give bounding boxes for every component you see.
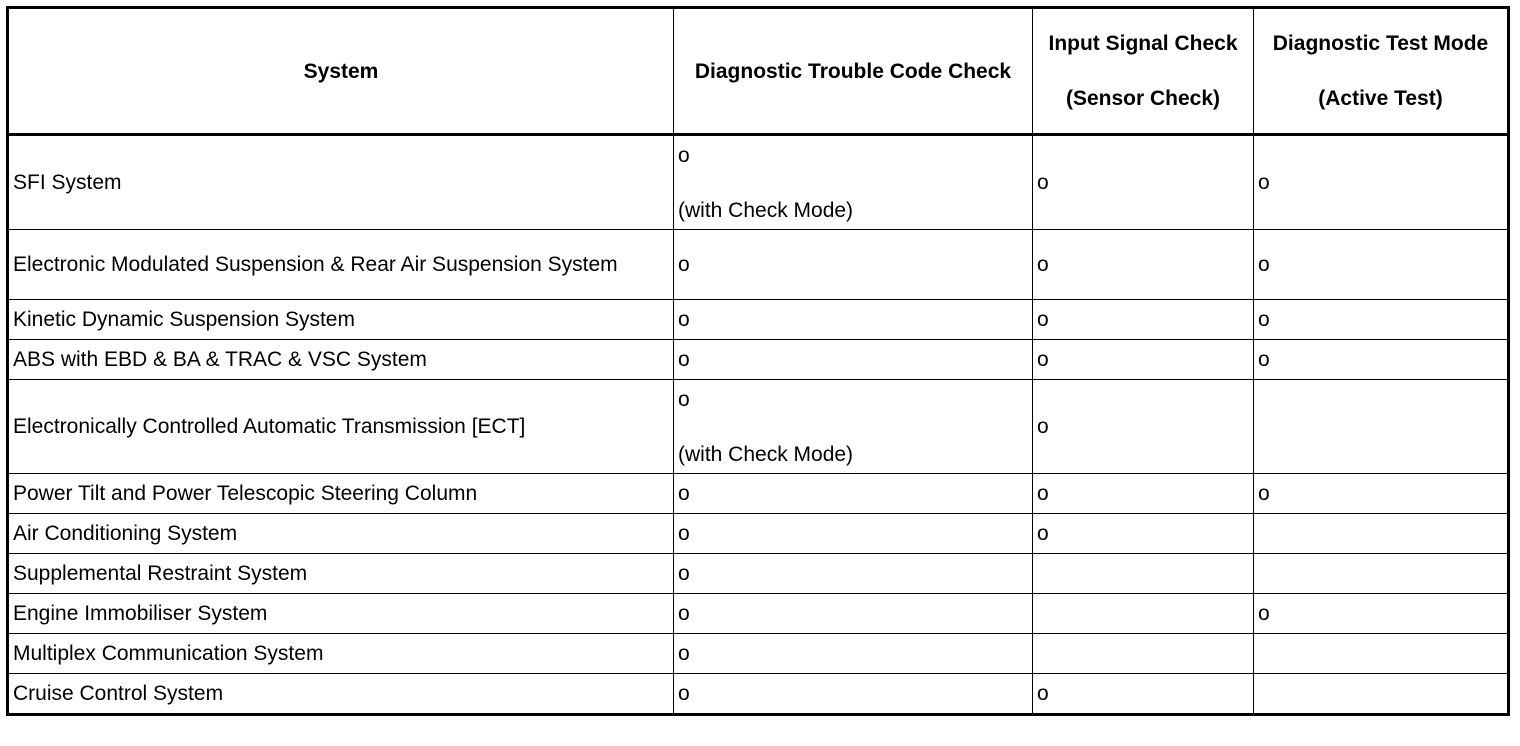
input-signal-cell: o [1033, 230, 1254, 300]
table-row [8, 300, 1509, 340]
table-row [8, 554, 1509, 594]
active-test-cell [1254, 380, 1509, 474]
diagnostic-table-container [6, 6, 1510, 716]
dtc-cell: o [674, 594, 1033, 634]
input-signal-cell [1033, 634, 1254, 674]
table-row [8, 474, 1509, 514]
system-cell: Power Tilt and Power Telescopic Steering Column [8, 474, 674, 514]
dtc-cell: o [674, 230, 1033, 300]
active-test-cell [1254, 514, 1509, 554]
active-test-cell: o [1254, 474, 1509, 514]
dtc-cell: o [674, 674, 1033, 715]
table-row [8, 340, 1509, 380]
header-system: System [8, 8, 674, 135]
input-signal-cell [1033, 594, 1254, 634]
dtc-cell: o [674, 634, 1033, 674]
table-row [8, 594, 1509, 634]
active-test-cell [1254, 634, 1509, 674]
active-test-cell: o [1254, 230, 1509, 300]
dtc-cell: o [674, 554, 1033, 594]
active-test-cell: o [1254, 300, 1509, 340]
table-row [8, 135, 1509, 230]
input-signal-cell: o [1033, 135, 1254, 230]
active-test-cell: o [1254, 340, 1509, 380]
input-signal-cell: o [1033, 300, 1254, 340]
input-signal-cell: o [1033, 380, 1254, 474]
active-test-cell: o [1254, 135, 1509, 230]
system-cell: Kinetic Dynamic Suspension System [8, 300, 674, 340]
table-row [8, 230, 1509, 300]
system-cell: Supplemental Restraint System [8, 554, 674, 594]
input-signal-cell [1033, 554, 1254, 594]
system-cell: Air Conditioning System [8, 514, 674, 554]
table-row [8, 634, 1509, 674]
active-test-cell [1254, 674, 1509, 715]
system-cell: SFI System [8, 135, 674, 230]
input-signal-cell: o [1033, 514, 1254, 554]
dtc-cell: o (with Check Mode) [674, 135, 1033, 230]
system-cell: Engine Immobiliser System [8, 594, 674, 634]
input-signal-cell: o [1033, 474, 1254, 514]
table-header-row [8, 8, 1509, 135]
dtc-cell: o [674, 340, 1033, 380]
header-dtc-check: Diagnostic Trouble Code Check [674, 8, 1033, 135]
diagnostic-functions-table [6, 6, 1510, 716]
active-test-cell [1254, 554, 1509, 594]
system-cell: ABS with EBD & BA & TRAC & VSC System [8, 340, 674, 380]
dtc-cell: o (with Check Mode) [674, 380, 1033, 474]
table-row [8, 380, 1509, 474]
dtc-cell: o [674, 514, 1033, 554]
dtc-cell: o [674, 300, 1033, 340]
input-signal-cell: o [1033, 674, 1254, 715]
system-cell: Electronic Modulated Suspension & Rear Air Suspension System [8, 230, 674, 300]
system-cell: Electronically Controlled Automatic Transmission [ECT] [8, 380, 674, 474]
active-test-cell: o [1254, 594, 1509, 634]
input-signal-cell: o [1033, 340, 1254, 380]
header-diagnostic-test-mode: Diagnostic Test Mode (Active Test) [1254, 8, 1509, 135]
header-input-signal-check: Input Signal Check (Sensor Check) [1033, 8, 1254, 135]
system-cell: Cruise Control System [8, 674, 674, 715]
table-row [8, 514, 1509, 554]
dtc-cell: o [674, 474, 1033, 514]
system-cell: Multiplex Communication System [8, 634, 674, 674]
table-row [8, 674, 1509, 715]
